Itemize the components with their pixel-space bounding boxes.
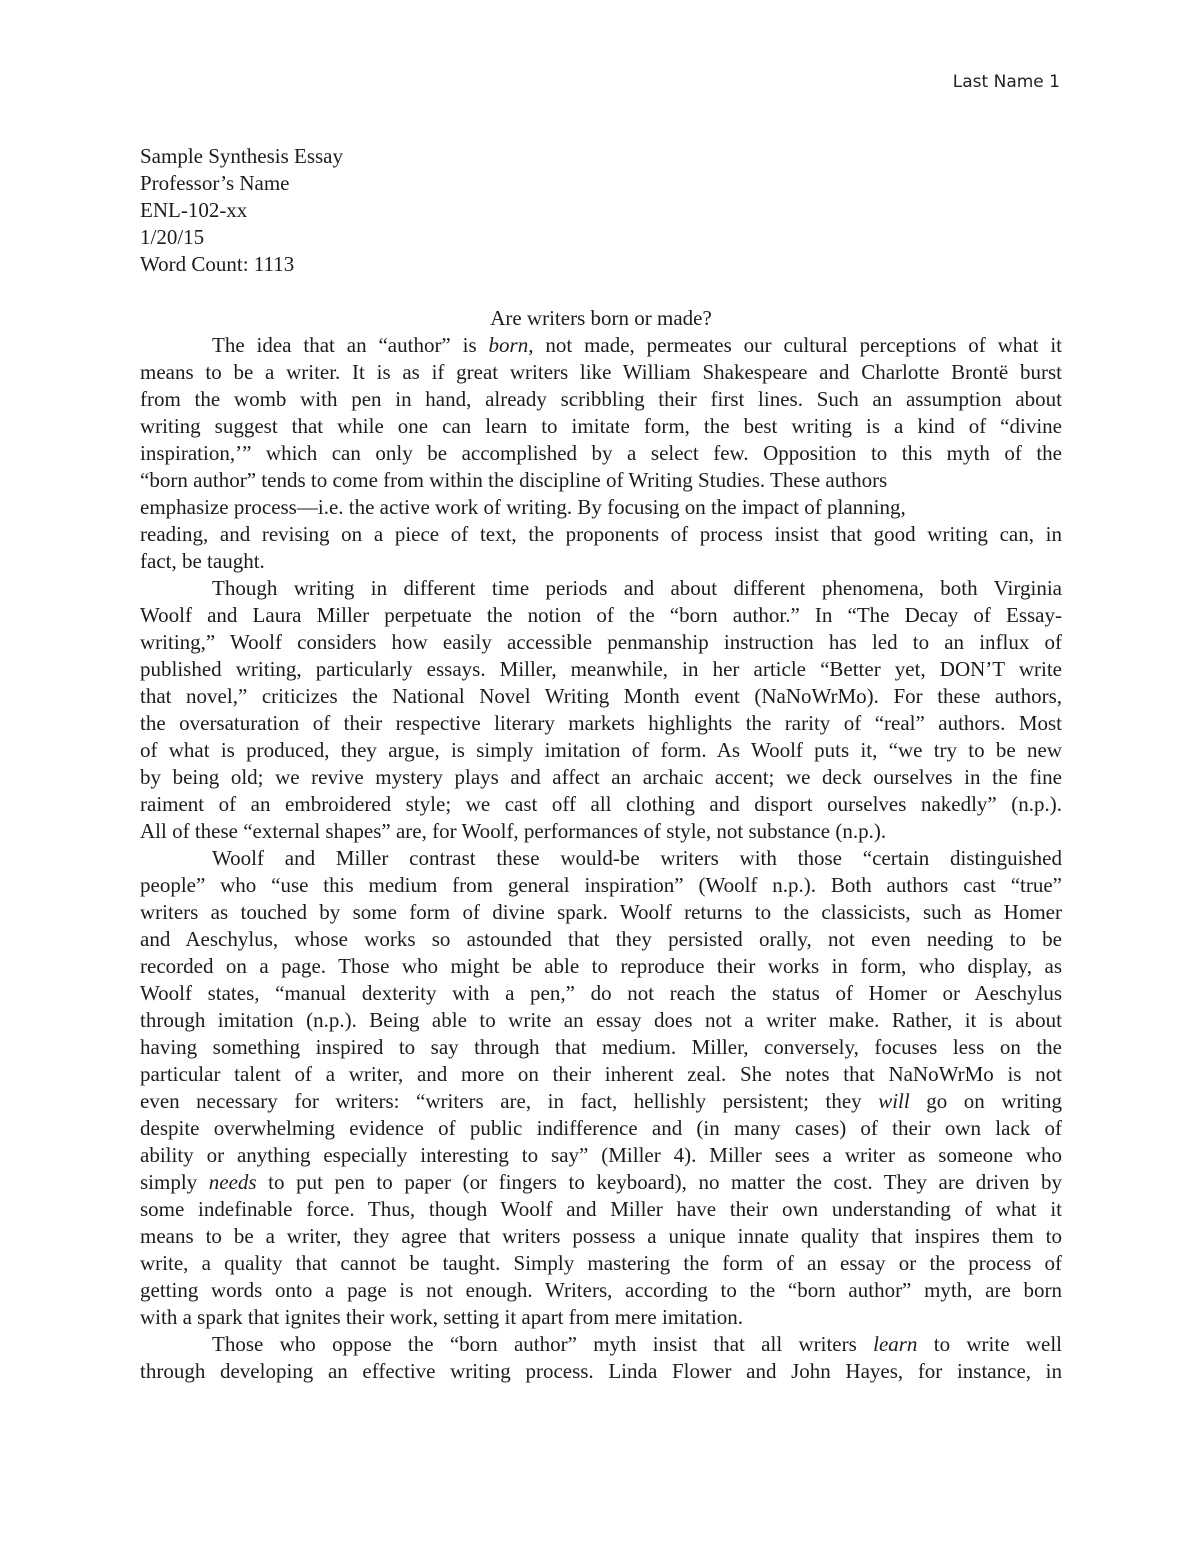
line-text: fact, be taught. — [140, 549, 265, 573]
assignment-title: Sample Synthesis Essay — [140, 144, 343, 168]
essay-title: Are writers born or made? — [490, 306, 712, 330]
line-text: raiment of an embroidered style; we cast off all clothing and disport ourselves nakedly” (n.p.). — [140, 792, 1062, 816]
course-code: ENL-102-xx — [140, 198, 248, 222]
line-text: of what is produced, they argue, is simply imitation of form. As Woolf puts it, “we try to be new — [140, 738, 1062, 762]
line-text: means to be a writer, they agree that writers possess a unique innate quality that inspires them to — [140, 1224, 1062, 1248]
line-text: “born author” tends to come from within the discipline of Writing Studies. These authors — [140, 468, 888, 492]
document-body — [140, 143, 1062, 1385]
word-count: Word Count: 1113 — [140, 252, 295, 276]
essay-line — [140, 791, 1062, 818]
emphasized-word: will — [878, 1089, 910, 1113]
essay-line — [140, 1007, 1062, 1034]
essay-line — [140, 1115, 1062, 1142]
line-text: that novel,” criticizes the National Novel Writing Month event (NaNoWrMo). For these authors, — [140, 684, 1062, 708]
essay-line — [140, 953, 1062, 980]
essay-line — [140, 1196, 1062, 1223]
essay-line — [140, 926, 1062, 953]
essay-line — [140, 629, 1062, 656]
line-text: through developing an effective writing process. Linda Flower and John Hayes, for instance, in — [140, 1359, 1062, 1383]
line-text: the oversaturation of their respective literary markets highlights the rarity of “real” authors. Most — [140, 711, 1062, 735]
essay-line — [140, 899, 1062, 926]
line-text: published writing, particularly essays. Miller, meanwhile, in her article “Better yet, DON’T write — [140, 657, 1062, 681]
essay-line — [140, 386, 1062, 413]
essay-line — [140, 1331, 1062, 1358]
essay-line — [140, 602, 1062, 629]
emphasized-word: needs — [208, 1170, 257, 1194]
essay-line — [140, 710, 1062, 737]
line-text: from the womb with pen in hand, already scribbling their first lines. Such an assumption about — [140, 387, 1062, 411]
line-text: some indefinable force. Thus, though Woolf and Miller have their own understanding of what it — [140, 1197, 1062, 1221]
line-text: writing,” Woolf considers how easily accessible penmanship instruction has led to an influx of — [140, 630, 1062, 654]
essay-line — [140, 359, 1062, 386]
line-text: with a spark that ignites their work, setting it apart from mere imitation. — [140, 1305, 744, 1329]
essay-line — [140, 521, 1062, 548]
line-text: reading, and revising on a piece of text, the proponents of process insist that good writing can, in — [140, 522, 1062, 546]
essay-line — [140, 440, 1062, 467]
line-text: even necessary for writers: “writers are, in fact, hellishly persistent; they — [140, 1089, 879, 1113]
essay-line — [140, 1304, 1062, 1331]
line-text: means to be a writer. It is as if great writers like William Shakespeare and Charlotte Brontë burst — [140, 360, 1062, 384]
professor-name: Professor’s Name — [140, 171, 290, 195]
essay-line — [140, 413, 1062, 440]
line-text: inspiration,’” which can only be accomplished by a select few. Opposition to this myth of the — [140, 441, 1062, 465]
line-text: people” who “use this medium from general inspiration” (Woolf n.p.). Both authors cast “true” — [140, 873, 1062, 897]
essay-line — [140, 1169, 1062, 1196]
line-text: by being old; we revive mystery plays and affect an archaic accent; we deck ourselves in the fine — [140, 765, 1062, 789]
line-text: to put pen to paper (or fingers to keyboard), no matter the cost. They are driven by — [256, 1170, 1062, 1194]
line-text: The idea that an “author” is — [212, 333, 489, 357]
essay-text — [140, 332, 1062, 1385]
emphasized-word: born — [488, 333, 529, 357]
essay-line — [140, 1277, 1062, 1304]
running-head: Last Name 1 — [952, 72, 1060, 92]
date: 1/20/15 — [140, 225, 205, 249]
line-text: having something inspired to say through that medium. Miller, conversely, focuses less on the — [140, 1035, 1062, 1059]
essay-line — [140, 467, 1062, 494]
line-text: ability or anything especially interesting to say” (Miller 4). Miller sees a writer as someone who — [140, 1143, 1062, 1167]
essay-line — [140, 1223, 1062, 1250]
essay-line — [140, 683, 1062, 710]
essay-line — [140, 1034, 1062, 1061]
essay-line — [140, 980, 1062, 1007]
essay-line — [140, 1061, 1062, 1088]
essay-line — [140, 1088, 1062, 1115]
line-text: to write well — [917, 1332, 1062, 1356]
essay-line — [140, 764, 1062, 791]
line-text: writers as touched by some form of divine spark. Woolf returns to the classicists, such as Homer — [140, 900, 1062, 924]
line-text: getting words onto a page is not enough. Writers, according to the “born author” myth, are born — [140, 1278, 1062, 1302]
line-text: write, a quality that cannot be taught. Simply mastering the form of an essay or the process of — [140, 1251, 1062, 1275]
essay-line — [140, 332, 1062, 359]
heading-block — [140, 143, 1062, 278]
line-text: Those who oppose the “born author” myth insist that all writers — [212, 1332, 874, 1356]
line-text: Woolf and Miller contrast these would-be writers with those “certain distinguished — [212, 846, 1062, 870]
line-text: recorded on a page. Those who might be able to reproduce their works in form, who display, as — [140, 954, 1062, 978]
line-text: emphasize process—i.e. the active work of writing. By focusing on the impact of planning, — [140, 495, 906, 519]
line-text: despite overwhelming evidence of public indifference and (in many cases) of their own lack of — [140, 1116, 1062, 1140]
emphasized-word: learn — [873, 1332, 918, 1356]
line-text: All of these “external shapes” are, for Woolf, performances of style, not substance (n.p.). — [140, 819, 887, 843]
line-text: Woolf states, “manual dexterity with a pen,” do not reach the status of Homer or Aeschylus — [140, 981, 1062, 1005]
essay-line — [140, 656, 1062, 683]
essay-line — [140, 548, 1062, 575]
line-text: simply — [140, 1170, 209, 1194]
essay-line — [140, 1358, 1062, 1385]
line-text: writing suggest that while one can learn to imitate form, the best writing is a kind of “divine — [140, 414, 1062, 438]
essay-line — [140, 845, 1062, 872]
essay-line — [140, 872, 1062, 899]
essay-line — [140, 1142, 1062, 1169]
essay-line — [140, 1250, 1062, 1277]
line-text: Woolf and Laura Miller perpetuate the notion of the “born author.” In “The Decay of Essay- — [140, 603, 1062, 627]
line-text: through imitation (n.p.). Being able to write an essay does not a writer make. Rather, it is about — [140, 1008, 1062, 1032]
line-text: , not made, permeates our cultural perceptions of what it — [528, 333, 1062, 357]
essay-line — [140, 818, 1062, 845]
line-text: particular talent of a writer, and more on their inherent zeal. She notes that NaNoWrMo is not — [140, 1062, 1062, 1086]
line-text: Though writing in different time periods and about different phenomena, both Virginia — [212, 576, 1062, 600]
essay-line — [140, 737, 1062, 764]
essay-line — [140, 494, 1062, 521]
line-text: go on writing — [909, 1089, 1062, 1113]
essay-line — [140, 575, 1062, 602]
line-text: and Aeschylus, whose works so astounded that they persisted orally, not even needing to be — [140, 927, 1062, 951]
